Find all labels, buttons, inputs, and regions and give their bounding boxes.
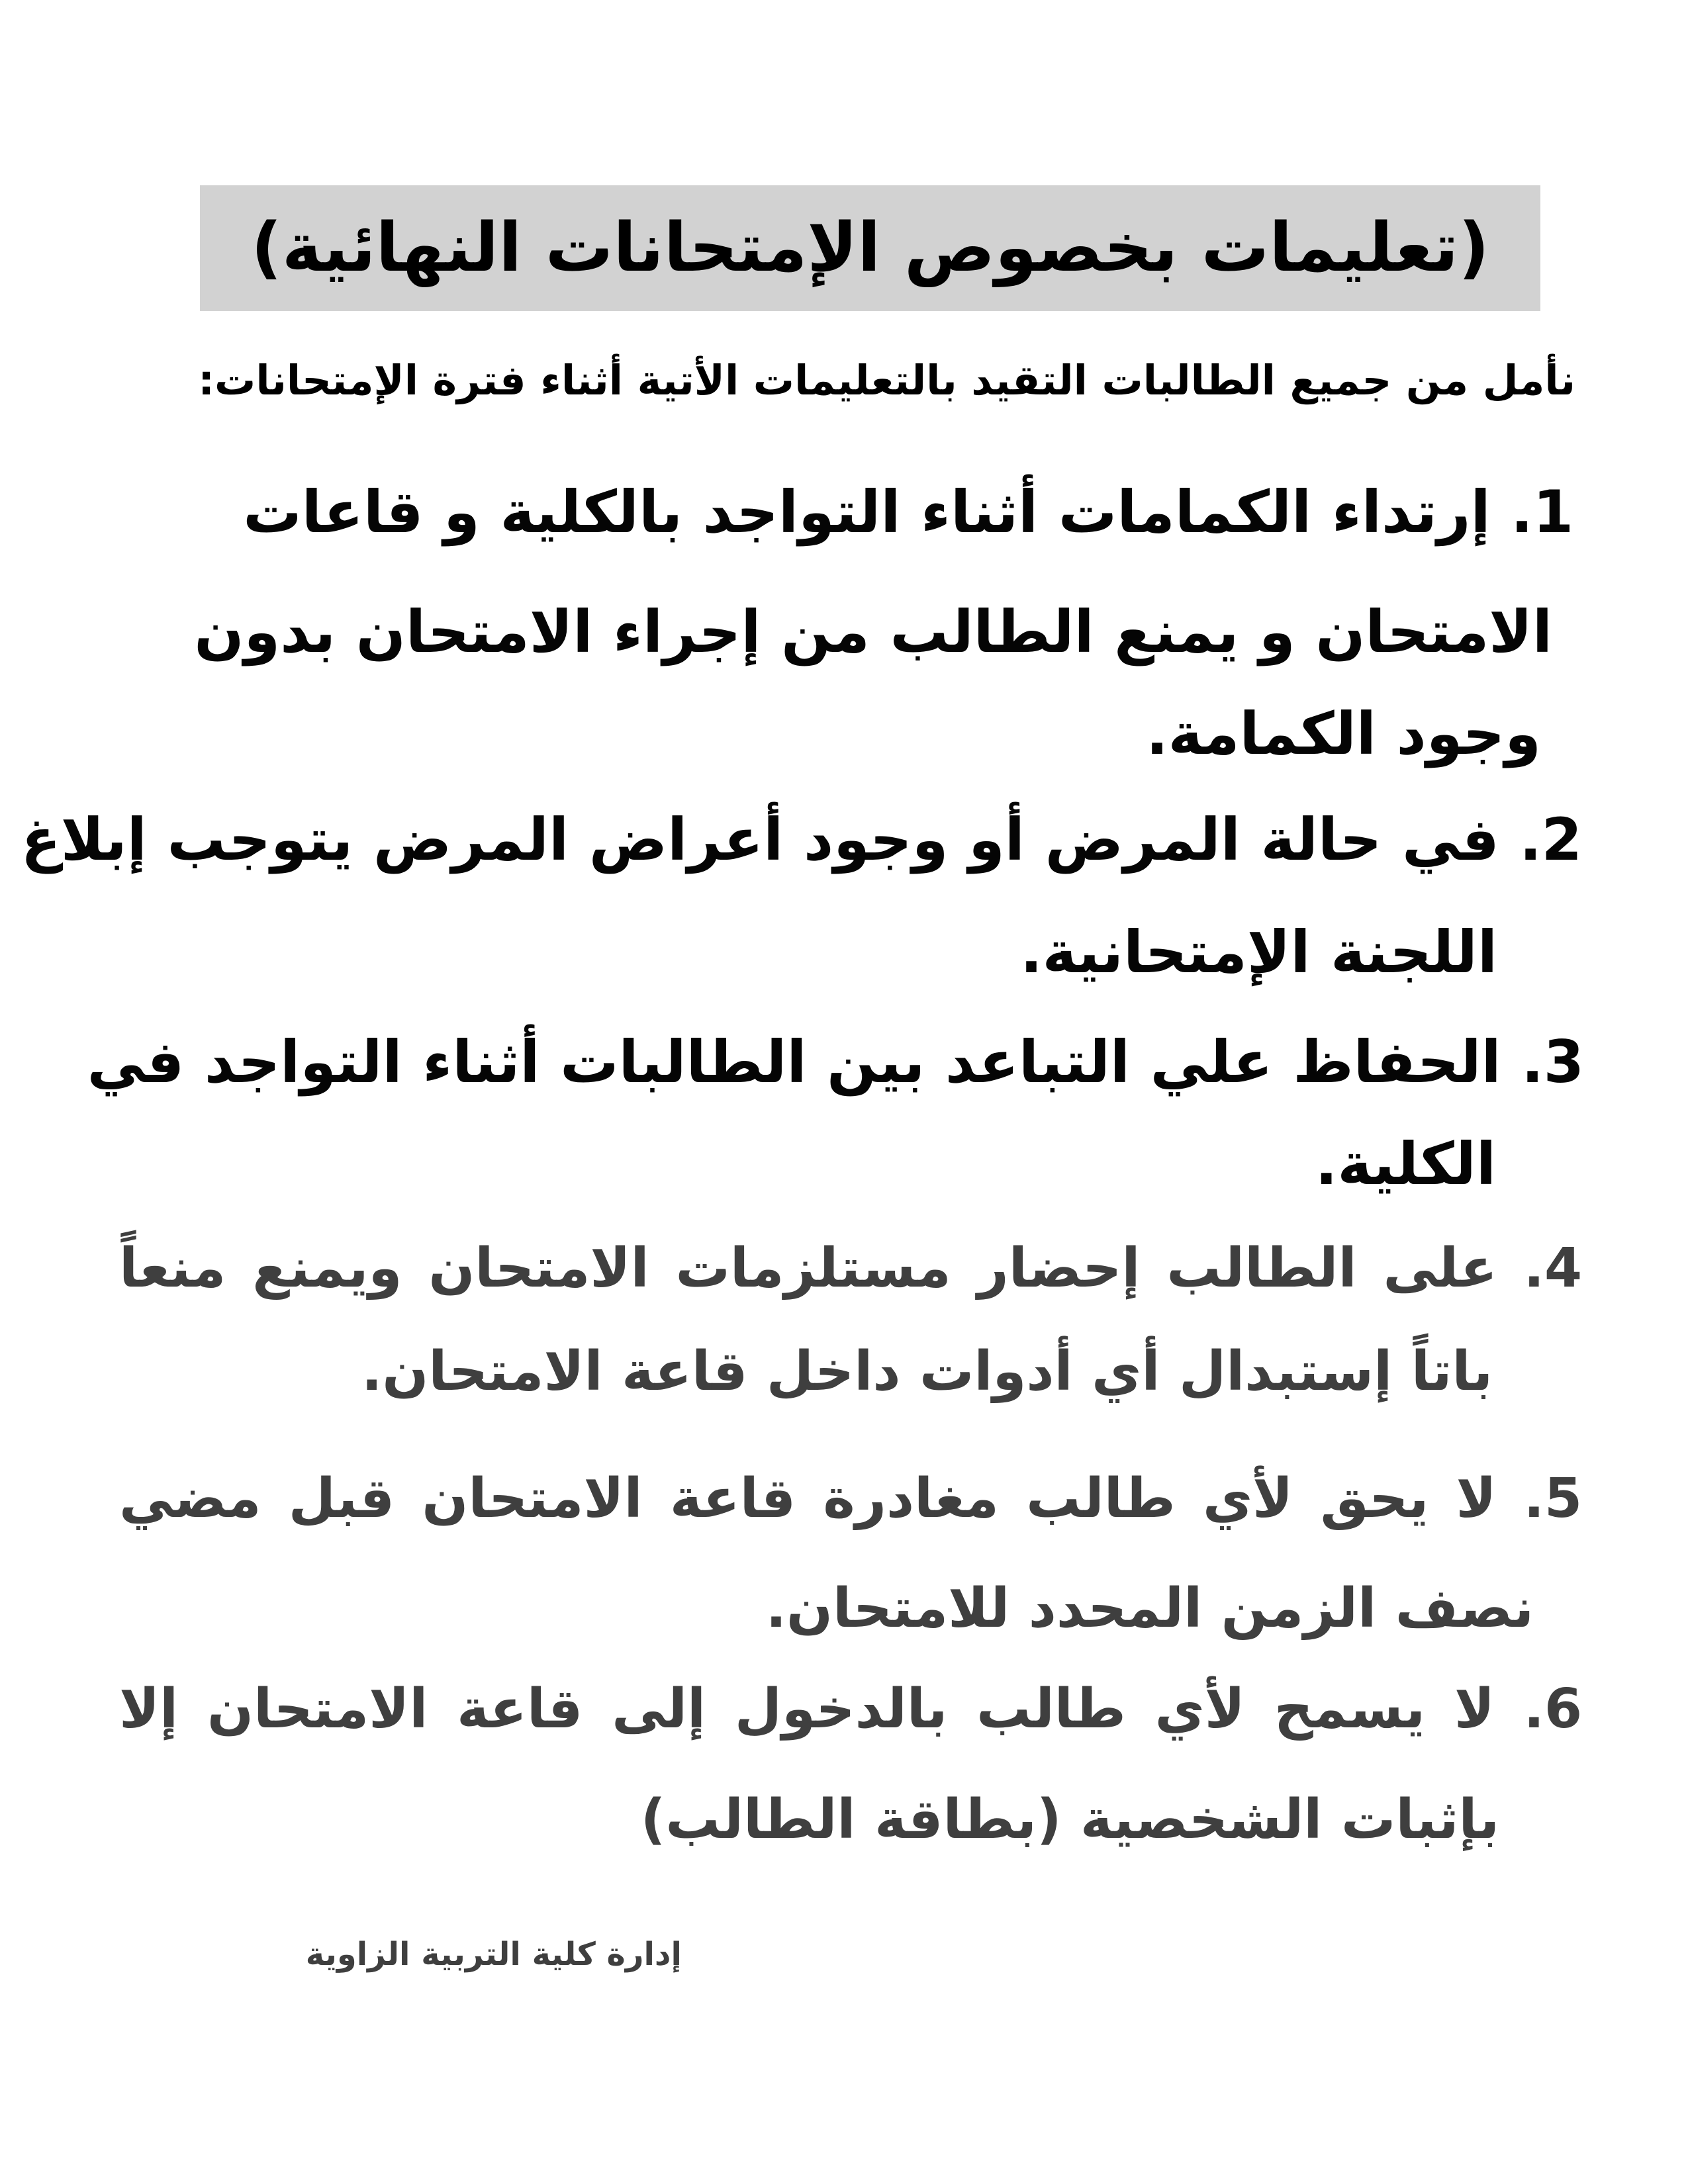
list-item-5-line-1: 5. لا يحق لأي طالب مغادرة قاعة الامتحان قبل مضي: [119, 1467, 1582, 1530]
list-item-6-line-2: بإثبات الشخصية (بطاقة الطالب): [640, 1788, 1499, 1851]
list-item-2-line-2: اللجنة الإمتحانية.: [1020, 918, 1497, 986]
list-item-3-line-2: الكلية.: [1315, 1130, 1496, 1198]
list-item-4-line-2: باتاً إستبدال أي أدوات داخل قاعة الامتحان.: [361, 1340, 1493, 1403]
list-item-3-line-1: 3. الحفاظ علي التباعد بين الطالبات أثناء التواجد في: [87, 1028, 1584, 1096]
list-item-2-line-1: 2. في حالة المرض أو وجود أعراض المرض يتوجب إبلاغ: [21, 805, 1582, 874]
list-item-4-line-1: 4. على الطالب إحضار مستلزمات الامتحان ويمنع منعاً: [119, 1237, 1582, 1300]
list-item-6-line-1: 6. لا يسمح لأي طالب بالدخول إلى قاعة الامتحان إلا: [119, 1678, 1582, 1741]
list-item-1-line-3: وجود الكمامة.: [1146, 700, 1541, 768]
list-item-1-line-2: الامتحان و يمنع الطالب من إجراء الامتحان بدون: [194, 598, 1552, 666]
page-title: (تعليمات بخصوص الإمتحانات النهائية): [200, 185, 1540, 311]
list-item-5-line-2: نصف الزمن المحدد للامتحان.: [765, 1577, 1534, 1640]
intro-paragraph: نأمل من جميع الطالبات التقيد بالتعليمات الأتية أثناء فترة الإمتحانات:: [198, 356, 1575, 404]
list-item-1-line-1: 1. إرتداء الكمامات أثناء التواجد بالكلية و قاعات: [243, 478, 1573, 546]
signature-footer: إدارة كلية التربية الزاوية: [305, 1936, 682, 1973]
